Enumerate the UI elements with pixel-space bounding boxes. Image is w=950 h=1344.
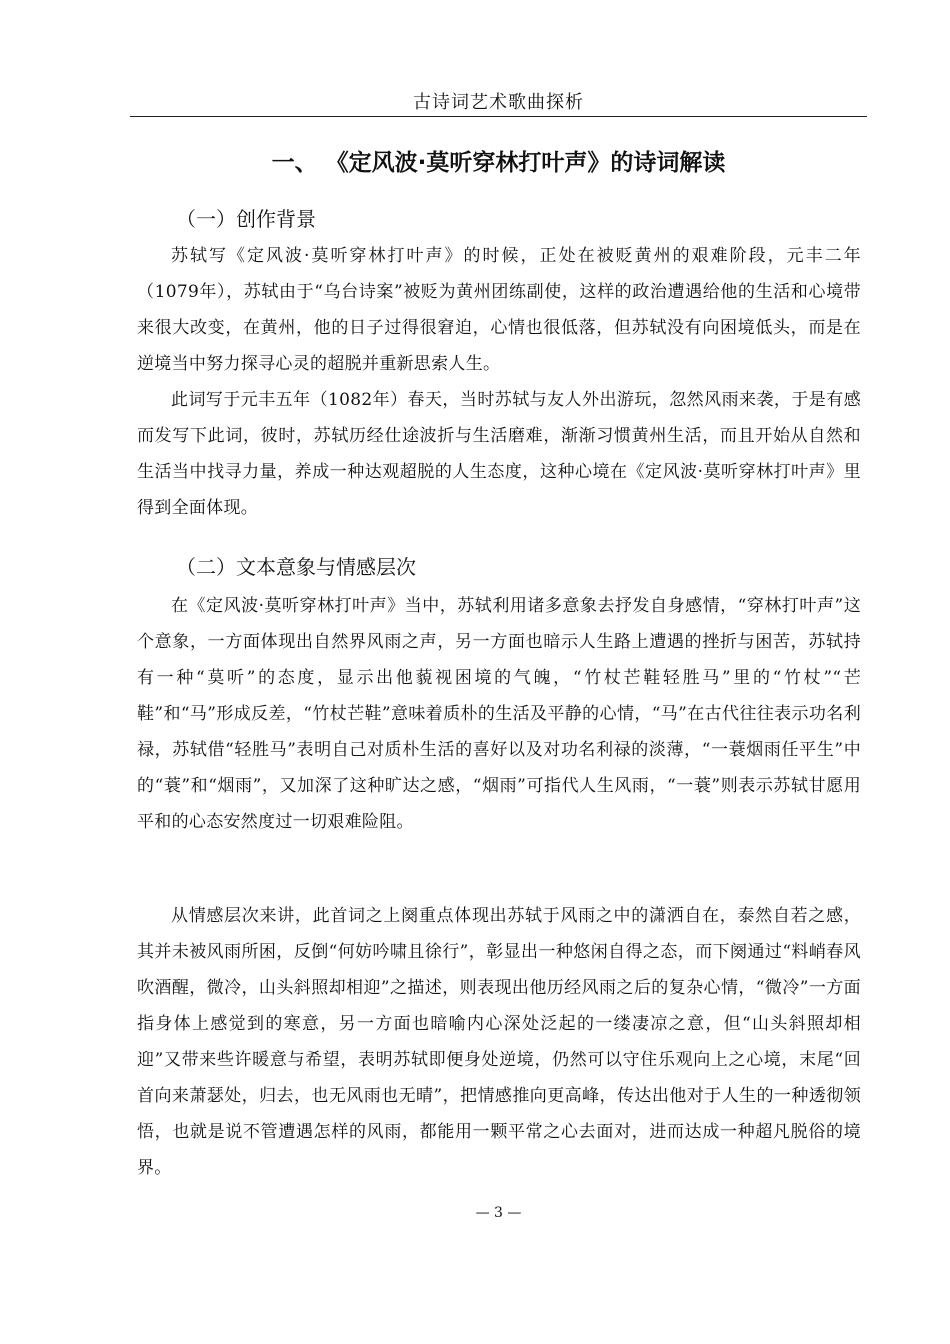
section-heading-imagery: （二）文本意象与情感层次: [176, 555, 416, 579]
paragraph-imagery-2: 从情感层次来讲，此首词之上阕重点体现出苏轼于风雨之中的潇洒自在，泰然自若之感，其并未被风雨所困，反倒“何妨吟啸且徐行”，彰显出一种悠闲自得之态，而下阕通过“料峭春风吹酒醒，微冷，山头斜照却相迎”之描述，则表现出他历经风雨之后的复杂心情，“微冷”一方面指身体上感觉到的寒意，另一方面也暗喻内心深处泛起的一缕凄凉之意，但“山头斜照却相迎”又带来些许暖意与希望，表明苏轼即便身处逆境，仍然可以守住乐观向上之心境，末尾“回首向来萧瑟处，归去，也无风雨也无晴”，把情感推向更高峰，传达出他对于人生的一种透彻领悟，也就是说不管遭遇怎样的风雨，都能用一颗平常之心去面对，进而达成一种超凡脱俗的境界。: [137, 906, 861, 1178]
header-rule: [130, 116, 867, 117]
chapter-title: 一、 《定风波·莫听穿林打叶声》的诗词解读: [271, 150, 726, 176]
running-header: 古诗词艺术歌曲探析: [413, 92, 584, 113]
paragraph-background-1: 苏轼写《定风波·莫听穿林打叶声》的时候，正处在被贬黄州的艰难阶段，元丰二年（1079年），苏轼由于“乌台诗案”被贬为黄州团练副使，这样的政治遭遇给他的生活和心境带来很大改变，在黄州，他的日子过得很窘迫，心情也很低落，但苏轼没有向困境低头，而是在逆境当中努力探寻心灵的超脱并重新思索人生。: [137, 246, 861, 374]
page-number: — 3 —: [475, 1205, 522, 1221]
section-heading-background: （一）创作背景: [176, 207, 316, 231]
paragraph-imagery-1: 在《定风波·莫听穿林打叶声》当中，苏轼利用诸多意象去抒发自身感情，“穿林打叶声”这个意象，一方面体现出自然界风雨之声，另一方面也暗示人生路上遭遇的挫折与困苦，苏轼持有一种“莫听”的态度，显示出他藐视困境的气魄，“竹杖芒鞋轻胜马”里的“竹杖”“芒鞋”和“马”形成反差，“竹杖芒鞋”意味着质朴的生活及平静的心情，“马”在古代往往表示功名利禄，苏轼借“轻胜马”表明自己对质朴生活的喜好以及对功名利禄的淡薄，“一蓑烟雨任平生”中的“蓑”和“烟雨”，又加深了这种旷达之感，“烟雨”可指代人生风雨，“一蓑”则表示苏轼甘愿用平和的心态安然度过一切艰难险阻。: [137, 596, 861, 832]
paragraph-background-2: 此词写于元丰五年（1082年）春天，当时苏轼与友人外出游玩，忽然风雨来袭，于是有感而发写下此词，彼时，苏轼历经仕途波折与生活磨难，渐渐习惯黄州生活，而且开始从自然和生活当中找寻力量，养成一种达观超脱的人生态度，这种心境在《定风波·莫听穿林打叶声》里得到全面体现。: [137, 390, 861, 518]
